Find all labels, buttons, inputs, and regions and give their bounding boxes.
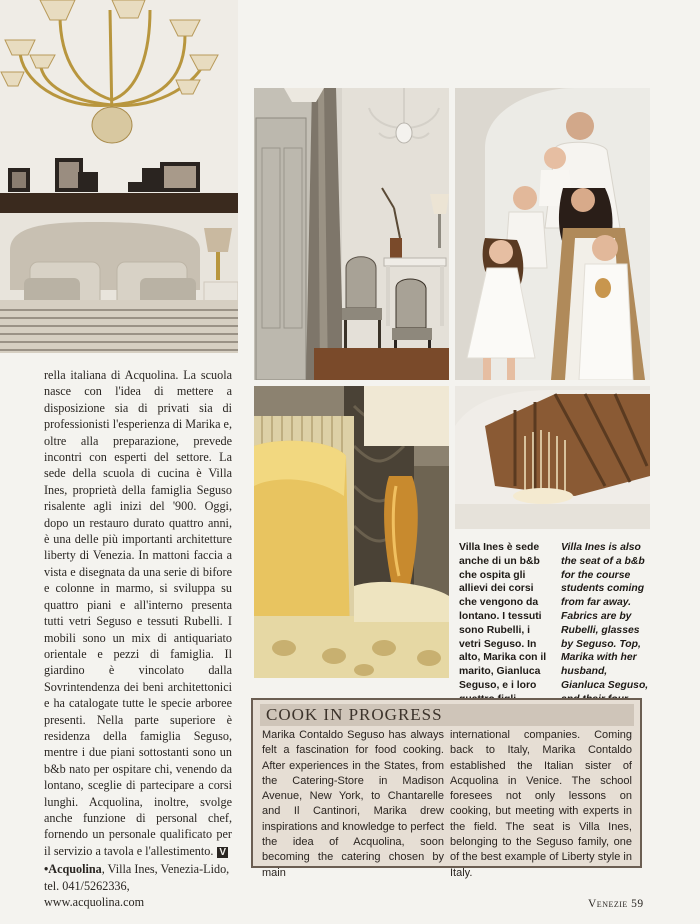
address-line: [44, 861, 232, 910]
caption-english: Villa Ines is also the seat of a b&b for the course students coming from far away. Fabrics are by Rubelli, glasses by Seguso. Top, Marika with her husband, Gianluca Seguso,: [561, 542, 649, 691]
cook-box-text-right: international companies. Coming back to Italy, Marika Contaldo established the Italian sister of Acquolina in Venice. The school foresees not only lessons on cooking, but meeting with experts in the field. The seat is Villa Ines, belonging to the Seguso family, one of the best example of Liberty style in Italy.: [450, 729, 632, 879]
photo-bedroom-chandelier: [0, 0, 238, 353]
photo-family-portrait: [455, 88, 650, 380]
photo-timber-ceiling: [455, 386, 650, 529]
cook-box-text-left: Marika Contaldo Seguso has always felt a fascination for food cooking. After experiences in the States, from the Catering-Store in Madison Avenue, New York, to Chantarelle and Il Cantinori, Marika drew inspirations and knowledge to perfect the idea of Acquolina, soon becoming the catering chosen by main: [262, 729, 444, 879]
article-body-paragraph: rella italiana di Acquolina. La scuola nasce con l'idea di mettere a disposizione sia di privati sia di professionisti l'esperienza di Marika e, oltre alla preparazione, prevede incontri con esperti del settore. La sede della scuola di cucina è Villa Ines, proprietà della famiglia Seguso risalente agli inizi del '900. Oggi, dopo un restauro durato quattro anni, è una delle più importanti architetture liberty di Venezia. In mattoni faccia a vista e disegnata da una serie di bifore e colonne in marmo, si sviluppa su quattro piani e all'interno presenta tutti vetri Seguso e tessuti Rubelli. I mobili sono un mix di antiquariato orientale e pezzi di famiglia. Il giardino è vincolato dalla Sovrintendenza dei beni architettonici e ha catalogate tutte le specie arboree presenti. Nella parte superiore è residenza della famiglia Seguso, mentre i due piani sottostanti sono un b&b nato per ospitare chi, venendo da lontano, sceglie di partecipare a corsi lunghi. Acquolina, inoltre, svolge anche funzione di personal chef, fornendo un personale qualificato per il servizio a tavola e l'allestimento.: [44, 368, 232, 858]
photo-living-room: [254, 88, 449, 380]
photo-cushions-lamp: [254, 386, 449, 678]
cook-in-progress-box: [251, 698, 642, 879]
caption-italian: Villa Ines è sede anche di un b&b che ospita gli allievi dei corsi che vengono da lontano. I tessuti sono Rubelli, i vetri Seguso. In alto, Marika con il marito, Gianluca Seguso, e i loro: [459, 542, 547, 691]
article-body-column: [44, 367, 232, 910]
end-mark: V: [219, 846, 227, 858]
address-name: •Acquolina: [44, 862, 102, 877]
magazine-name: Venezie: [588, 898, 628, 910]
page-number: 59: [631, 898, 644, 910]
address-details: , Villa Ines, Venezia-Lido, tel. 041/5262336, www.acquolina.com: [44, 862, 230, 909]
article-body-text: [44, 367, 232, 859]
page-footer: [588, 898, 644, 910]
cook-box-title: COOK IN PROGRESS: [260, 704, 634, 726]
